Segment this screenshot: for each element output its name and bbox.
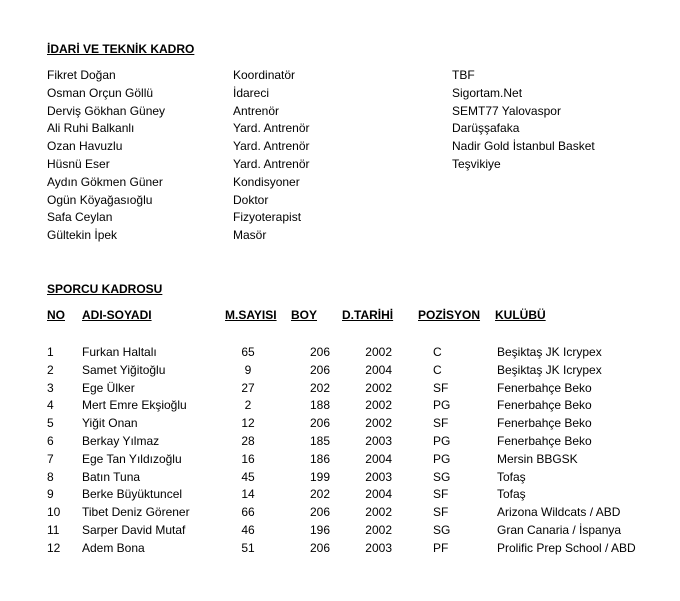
player-position: SF	[433, 416, 449, 430]
player-club: Gran Canaria / İspanya	[497, 523, 622, 537]
player-name: Ege Tan Yıldızoğlu	[82, 452, 182, 466]
player-jersey: 65	[241, 345, 255, 359]
player-jersey: 45	[241, 470, 255, 484]
col-header-height: BOY	[291, 308, 318, 322]
player-position: SG	[433, 523, 451, 537]
staff-role: Koordinatör	[233, 68, 296, 82]
player-no: 2	[47, 363, 54, 377]
staff-role: Yard. Antrenör	[233, 157, 310, 171]
player-jersey: 28	[241, 434, 255, 448]
staff-name: Safa Ceylan	[47, 210, 113, 224]
player-height: 188	[309, 398, 330, 412]
player-club: Fenerbahçe Beko	[497, 398, 592, 412]
player-height: 206	[309, 416, 330, 430]
player-birth: 2003	[365, 434, 392, 448]
player-name: Batın Tuna	[82, 470, 141, 484]
player-no: 5	[47, 416, 54, 430]
staff-name: Hüsnü Eser	[47, 157, 110, 171]
staff-name: Aydın Gökmen Güner	[47, 175, 163, 189]
player-position: SG	[433, 470, 451, 484]
player-height: 186	[309, 452, 330, 466]
staff-club: Teşvikiye	[452, 157, 501, 171]
staff-club: TBF	[452, 68, 475, 82]
staff-role: Antrenör	[233, 104, 280, 118]
staff-role: İdareci	[233, 86, 270, 100]
staff-name: Ali Ruhi Balkanlı	[47, 121, 135, 135]
player-jersey: 14	[241, 487, 255, 501]
player-height: 206	[309, 541, 330, 555]
player-no: 10	[47, 505, 61, 519]
col-header-birth: D.TARİHİ	[342, 308, 394, 322]
staff-role: Masör	[233, 228, 267, 242]
player-birth: 2002	[365, 345, 392, 359]
player-club: Beşiktaş JK Icrypex	[497, 345, 602, 359]
col-header-jersey: M.SAYISI	[225, 308, 277, 322]
player-position: SF	[433, 505, 449, 519]
player-height: 199	[309, 470, 330, 484]
player-club: Mersin BBGSK	[497, 452, 578, 466]
player-birth: 2003	[365, 470, 392, 484]
player-position: PF	[433, 541, 449, 555]
player-club: Tofaş	[497, 470, 526, 484]
player-name: Tibet Deniz Görener	[82, 505, 190, 519]
player-jersey: 16	[241, 452, 255, 466]
staff-club: Darüşşafaka	[452, 121, 520, 135]
player-name: Berke Büyüktuncel	[82, 487, 183, 501]
player-jersey: 51	[241, 541, 255, 555]
player-jersey: 46	[241, 523, 255, 537]
staff-club: Nadir Gold İstanbul Basket	[452, 139, 595, 153]
player-position: SF	[433, 487, 449, 501]
player-club: Prolific Prep School / ABD	[497, 541, 636, 555]
player-club: Arizona Wildcats / ABD	[497, 505, 621, 519]
player-position: PG	[433, 434, 451, 448]
player-birth: 2002	[365, 416, 392, 430]
staff-role: Yard. Antrenör	[233, 121, 310, 135]
player-birth: 2004	[365, 487, 392, 501]
player-position: PG	[433, 398, 451, 412]
player-name: Yiğit Onan	[82, 416, 138, 430]
player-height: 185	[309, 434, 330, 448]
player-height: 196	[309, 523, 330, 537]
staff-section-title: İDARİ VE TEKNİK KADRO	[47, 42, 195, 56]
player-birth: 2002	[365, 398, 392, 412]
player-birth: 2002	[365, 523, 392, 537]
col-header-club: KULÜBÜ	[495, 308, 546, 322]
player-no: 12	[47, 541, 61, 555]
player-birth: 2002	[365, 505, 392, 519]
player-position: C	[433, 363, 442, 377]
player-jersey: 27	[241, 381, 255, 395]
player-no: 11	[47, 523, 60, 537]
player-name: Berkay Yılmaz	[82, 434, 160, 448]
player-name: Samet Yiğitoğlu	[82, 363, 166, 377]
player-club: Tofaş	[497, 487, 526, 501]
player-no: 3	[47, 381, 54, 395]
player-jersey: 2	[244, 398, 252, 412]
player-club: Fenerbahçe Beko	[497, 381, 592, 395]
player-position: SF	[433, 381, 449, 395]
player-no: 9	[47, 487, 54, 501]
player-section-title: SPORCU KADROSU	[47, 282, 163, 296]
player-birth: 2002	[365, 381, 392, 395]
player-club: Fenerbahçe Beko	[497, 434, 592, 448]
player-birth: 2004	[365, 452, 392, 466]
player-no: 4	[47, 398, 54, 412]
player-name: Furkan Haltalı	[82, 345, 157, 359]
player-jersey: 12	[241, 416, 255, 430]
player-name: Sarper David Mutaf	[82, 523, 186, 537]
player-club: Beşiktaş JK Icrypex	[497, 363, 602, 377]
player-position: PG	[433, 452, 451, 466]
staff-name: Gültekin İpek	[47, 228, 118, 242]
staff-name: Ogün Köyağasıoğlu	[47, 193, 153, 207]
player-position: C	[433, 345, 442, 359]
col-header-name: ADI-SOYADI	[82, 308, 152, 322]
col-header-position: POZİSYON	[418, 308, 481, 322]
staff-role: Doktor	[233, 193, 269, 207]
staff-club: SEMT77 Yalovaspor	[452, 104, 561, 118]
player-no: 8	[47, 470, 54, 484]
staff-club: Sigortam.Net	[452, 86, 523, 100]
staff-name: Ozan Havuzlu	[47, 139, 123, 153]
player-jersey: 66	[241, 505, 255, 519]
player-height: 202	[309, 381, 330, 395]
staff-name: Osman Orçun Göllü	[47, 86, 154, 100]
player-no: 1	[47, 345, 54, 359]
staff-name: Fikret Doğan	[47, 68, 116, 82]
player-height: 206	[309, 363, 330, 377]
player-height: 206	[309, 505, 330, 519]
player-jersey: 9	[244, 363, 252, 377]
player-name: Mert Emre Ekşioğlu	[82, 398, 187, 412]
player-name: Adem Bona	[82, 541, 145, 555]
col-header-no: NO	[47, 308, 65, 322]
player-no: 6	[47, 434, 54, 448]
staff-role: Yard. Antrenör	[233, 139, 310, 153]
player-no: 7	[47, 452, 54, 466]
player-birth: 2003	[365, 541, 392, 555]
player-height: 206	[309, 345, 330, 359]
staff-role: Kondisyoner	[233, 175, 300, 189]
staff-name: Derviş Gökhan Güney	[47, 104, 166, 118]
player-club: Fenerbahçe Beko	[497, 416, 592, 430]
player-birth: 2004	[365, 363, 392, 377]
staff-role: Fizyoterapist	[233, 210, 302, 224]
player-name: Ege Ülker	[82, 381, 135, 395]
player-height: 202	[309, 487, 330, 501]
